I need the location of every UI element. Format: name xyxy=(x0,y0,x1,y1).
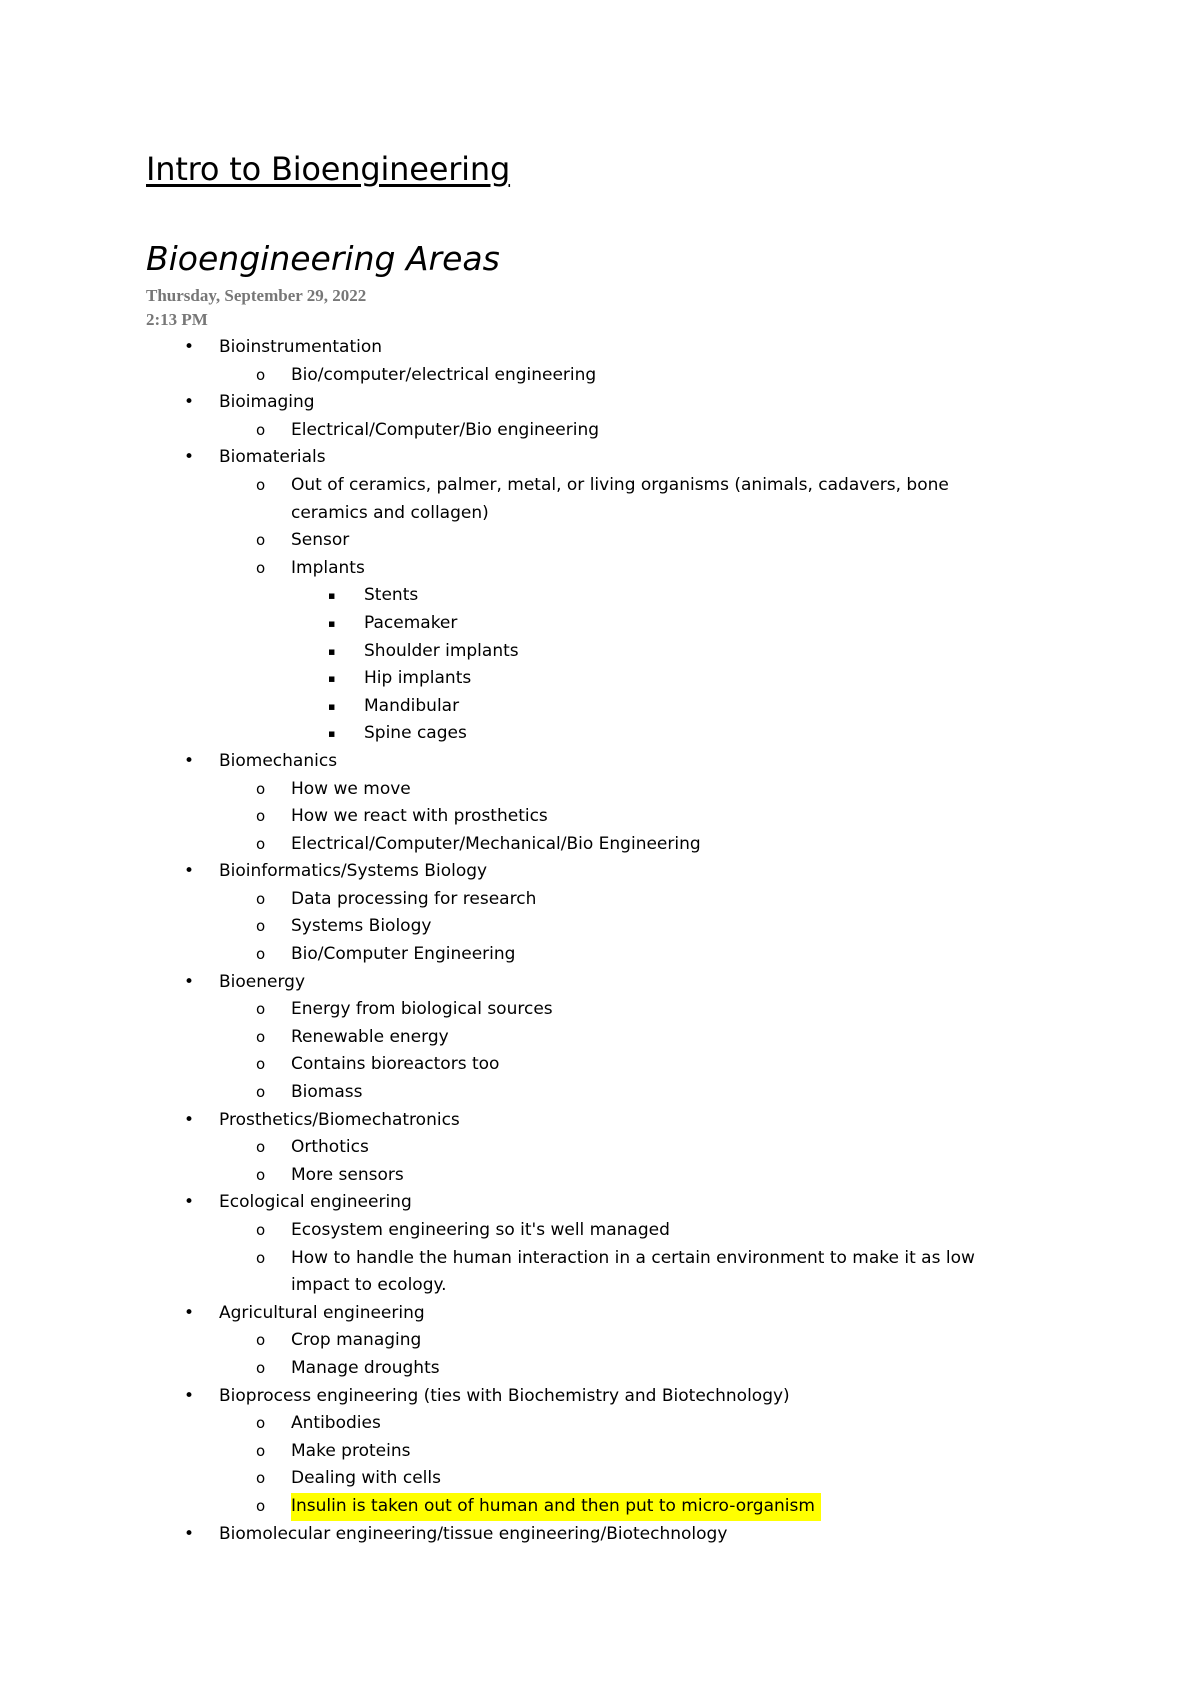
list-item-level-1 xyxy=(0,969,1200,997)
bullet-circle-icon: o xyxy=(256,1083,266,1102)
list-item-text: Pacemaker xyxy=(364,612,458,633)
list-item-level-2 xyxy=(0,1217,1200,1245)
list-item-level-2 xyxy=(0,831,1200,859)
list-item-level-2 xyxy=(0,1024,1200,1052)
bullet-circle-icon: o xyxy=(256,1000,266,1019)
bullet-circle-icon: o xyxy=(256,945,266,964)
list-item-text: More sensors xyxy=(291,1164,404,1185)
bullet-circle-icon: o xyxy=(256,1469,266,1488)
bullet-circle-icon: o xyxy=(256,1358,266,1377)
list-item-level-2 xyxy=(0,1162,1200,1190)
list-item-level-2 xyxy=(0,1134,1200,1162)
list-item-level-1 xyxy=(0,858,1200,886)
list-item-level-1 xyxy=(0,748,1200,776)
bullet-dot-icon: • xyxy=(184,447,195,468)
list-item-level-2 xyxy=(0,1493,1200,1521)
list-item-level-3 xyxy=(0,582,1200,610)
list-item-text: Bioimaging xyxy=(219,392,315,413)
list-item-level-3 xyxy=(0,638,1200,666)
list-item-text: How to handle the human interaction in a certain environment to make it as low xyxy=(291,1247,975,1268)
list-item-text: Orthotics xyxy=(291,1137,369,1158)
bullet-circle-icon: o xyxy=(256,1248,266,1267)
bullet-dot-icon: • xyxy=(184,392,195,413)
bullet-circle-icon: o xyxy=(256,558,266,577)
list-item-level-2 xyxy=(0,555,1200,583)
list-item-text: Manage droughts xyxy=(291,1357,440,1378)
list-item-level-2 xyxy=(0,1245,1200,1273)
list-item-text: Spine cages xyxy=(364,723,467,744)
bullet-circle-icon: o xyxy=(256,807,266,826)
bullet-dot-icon: • xyxy=(184,337,195,357)
list-item-text: Bioprocess engineering (ties with Biochemistry and Biotechnology) xyxy=(219,1385,790,1406)
bullet-dot-icon: • xyxy=(184,1109,195,1130)
list-item-text: Renewable energy xyxy=(291,1026,449,1047)
list-item-text: Bioinstrumentation xyxy=(219,337,383,357)
bullet-circle-icon: o xyxy=(256,1138,266,1157)
list-item-level-3 xyxy=(0,610,1200,638)
list-item-text: Prosthetics/Biomechatronics xyxy=(219,1109,460,1130)
list-item-text: Ecological engineering xyxy=(219,1192,412,1213)
bullet-circle-icon: o xyxy=(256,1055,266,1074)
list-item-text: Antibodies xyxy=(291,1413,381,1434)
list-item-level-3 xyxy=(0,665,1200,693)
bullet-circle-icon: o xyxy=(256,834,266,853)
list-item-text: Out of ceramics, palmer, metal, or living organisms (animals, cadavers, bone xyxy=(291,474,949,495)
list-item-text: Bioinformatics/Systems Biology xyxy=(219,861,488,882)
list-item-text: impact to ecology. xyxy=(291,1275,447,1296)
note-time: 2:13 PM xyxy=(146,310,208,329)
list-item-level-2 xyxy=(0,1355,1200,1383)
list-item-text: Shoulder implants xyxy=(364,640,519,661)
list-item-level-2 xyxy=(0,472,1200,500)
bullet-circle-icon: o xyxy=(256,1331,266,1350)
list-item-text: Biomaterials xyxy=(219,447,326,468)
list-item-level-2 xyxy=(0,1438,1200,1466)
bullet-dot-icon: • xyxy=(184,861,195,882)
bullet-dot-icon: • xyxy=(184,1302,195,1323)
bullet-dot-icon: • xyxy=(184,750,195,771)
list-item-text: Biomass xyxy=(291,1082,363,1103)
list-item-text: How we move xyxy=(291,778,411,799)
bullet-circle-icon: o xyxy=(256,1414,266,1433)
list-item-level-1 xyxy=(0,1189,1200,1217)
list-item-level-3 xyxy=(0,693,1200,721)
list-item-level-1 xyxy=(0,1107,1200,1135)
list-item-text: Agricultural engineering xyxy=(219,1302,425,1323)
bullet-square-icon: ▪ xyxy=(328,589,336,603)
bullet-circle-icon: o xyxy=(256,889,266,908)
list-item-continuation xyxy=(0,1272,1200,1300)
list-item-level-2 xyxy=(0,996,1200,1024)
bullet-square-icon: ▪ xyxy=(328,616,336,630)
list-item-level-3 xyxy=(0,720,1200,748)
list-item-level-2 xyxy=(0,1465,1200,1493)
list-item-text: Electrical/Computer/Bio engineering xyxy=(291,419,600,440)
list-item-text: ceramics and collagen) xyxy=(291,502,489,523)
list-item-level-2 xyxy=(0,913,1200,941)
list-item-text: Data processing for research xyxy=(291,888,537,909)
bullet-square-icon: ▪ xyxy=(328,644,336,658)
highlighted-text: Insulin is taken out of human and then put to micro-organism xyxy=(291,1493,821,1521)
bullet-dot-icon: • xyxy=(184,1385,195,1406)
list-item-text: Systems Biology xyxy=(291,916,432,937)
bullet-circle-icon: o xyxy=(256,1027,266,1046)
bullet-circle-icon: o xyxy=(256,1496,266,1515)
list-item-level-2 xyxy=(0,1410,1200,1438)
list-item-level-2 xyxy=(0,362,1200,390)
bullet-dot-icon: • xyxy=(184,971,195,992)
list-item-level-2 xyxy=(0,1051,1200,1079)
list-item-continuation xyxy=(0,500,1200,528)
bullet-circle-icon: o xyxy=(256,420,266,439)
list-item-text: Biomolecular engineering/tissue engineering/Biotechnology xyxy=(219,1523,728,1544)
bullet-dot-icon: • xyxy=(184,1192,195,1213)
list-item-level-1 xyxy=(0,444,1200,472)
page-title: Intro to Bioengineering xyxy=(146,150,511,188)
bullet-circle-icon: o xyxy=(256,779,266,798)
list-item-text: How we react with prosthetics xyxy=(291,806,548,827)
list-item-text: Bio/Computer Engineering xyxy=(291,944,516,965)
list-item-level-2 xyxy=(0,803,1200,831)
list-item-level-2 xyxy=(0,886,1200,914)
list-item-level-1 xyxy=(0,1521,1200,1549)
list-item-text: Energy from biological sources xyxy=(291,999,553,1020)
bullet-circle-icon: o xyxy=(256,1165,266,1184)
list-item-text: Mandibular xyxy=(364,695,460,716)
list-item-text: Biomechanics xyxy=(219,750,338,771)
list-item-level-2 xyxy=(0,1079,1200,1107)
bullet-outline xyxy=(0,334,1200,1548)
bullet-square-icon: ▪ xyxy=(328,699,336,713)
list-item-text: Implants xyxy=(291,557,365,578)
bullet-square-icon: ▪ xyxy=(328,727,336,741)
list-item-text: Hip implants xyxy=(364,668,472,689)
bullet-circle-icon: o xyxy=(256,1441,266,1460)
list-item-level-1 xyxy=(0,389,1200,417)
bullet-square-icon: ▪ xyxy=(328,672,336,686)
list-item-level-2 xyxy=(0,417,1200,445)
list-item-text: Dealing with cells xyxy=(291,1468,441,1489)
bullet-circle-icon: o xyxy=(256,1221,266,1239)
list-item-level-1 xyxy=(0,334,1200,362)
bullet-circle-icon: o xyxy=(256,365,266,384)
list-item-level-2 xyxy=(0,527,1200,555)
list-item-text: Crop managing xyxy=(291,1330,422,1351)
list-item-level-1 xyxy=(0,1300,1200,1328)
list-item-text: Ecosystem engineering so it's well managed xyxy=(291,1220,670,1240)
note-date: Thursday, September 29, 2022 xyxy=(146,286,367,305)
list-item-text: Bioenergy xyxy=(219,971,306,992)
list-item-text: Bio/computer/electrical engineering xyxy=(291,364,597,385)
bullet-circle-icon: o xyxy=(256,475,266,494)
list-item-text: Sensor xyxy=(291,530,350,551)
bullet-circle-icon: o xyxy=(256,531,266,550)
list-item-level-1 xyxy=(0,1383,1200,1411)
list-item-text: Contains bioreactors too xyxy=(291,1054,500,1075)
list-item-text: Stents xyxy=(364,585,419,606)
bullet-dot-icon: • xyxy=(184,1523,195,1544)
list-item-level-2 xyxy=(0,1327,1200,1355)
list-item-level-2 xyxy=(0,776,1200,804)
bullet-circle-icon: o xyxy=(256,917,266,936)
section-heading: Bioengineering Areas xyxy=(146,239,500,278)
list-item-level-2 xyxy=(0,941,1200,969)
list-item-text: Electrical/Computer/Mechanical/Bio Engineering xyxy=(291,833,701,854)
list-item-text: Make proteins xyxy=(291,1440,411,1461)
